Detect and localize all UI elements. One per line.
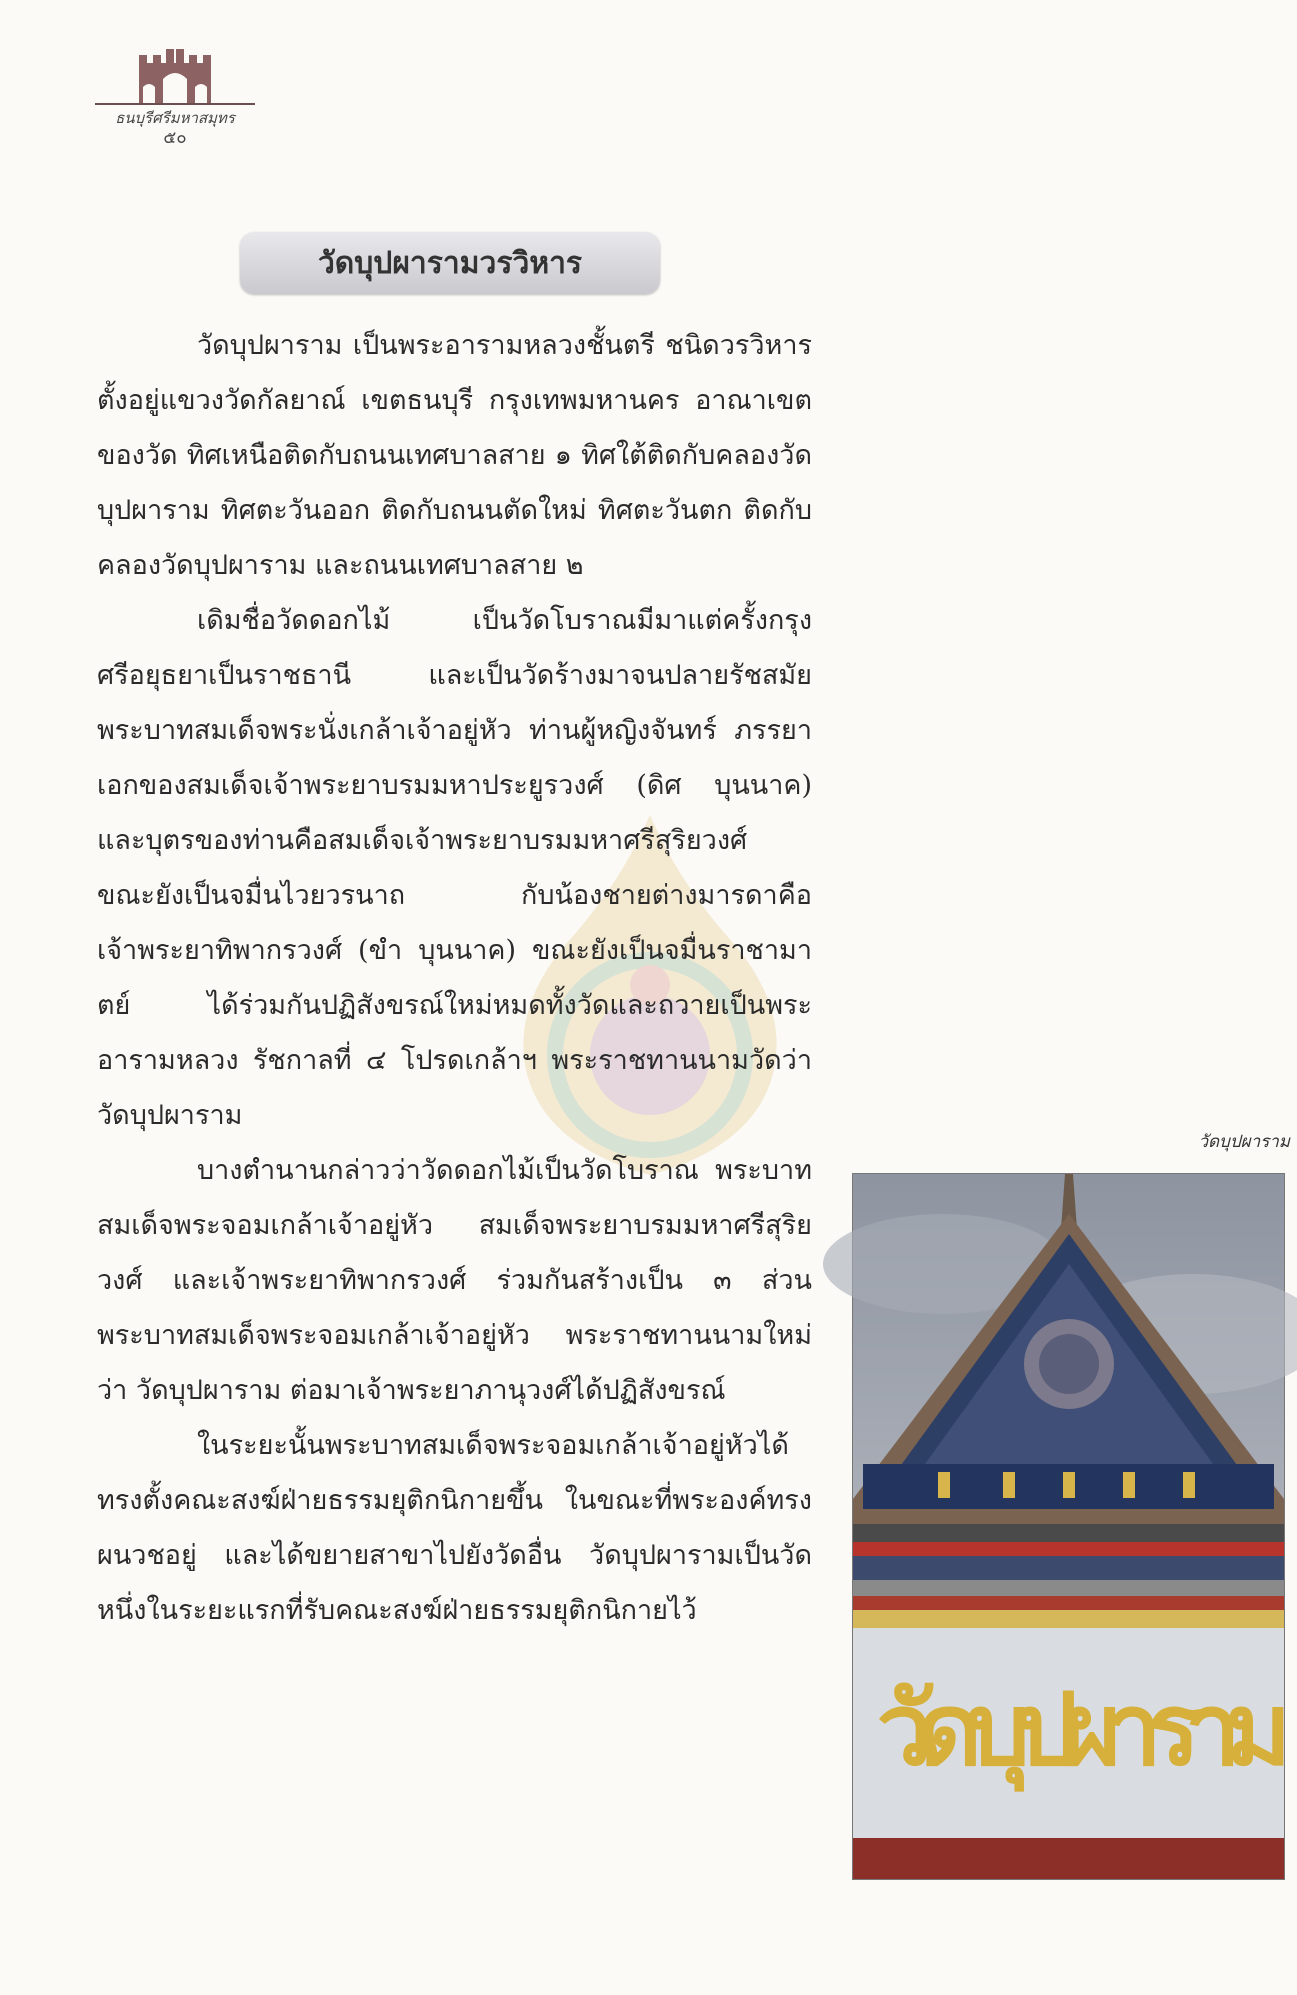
page-number: ๕๐ [163,128,187,148]
article-title-banner [240,232,660,294]
paragraph-3: บางตำนานกล่าวว่าวัดดอกไม้เป็นวัดโบราณ พระบาทสมเด็จพระจอมเกล้าเจ้าอยู่หัว สมเด็จพระยาบรมมหาศรีสุริยวงศ์ และเจ้าพระยาทิพากรวงศ์ ร่วมกันสร้างเป็น ๓ ส่วน พระบาทสมเด็จพระจอมเกล้าเจ้าอยู่หัว พระราชทานนามใหม่ว่า วัดบุปผาราม ต่อมาเจ้าพระยาภานุวงศ์ได้ปฏิสังขรณ์ [97,1155,812,1406]
paragraph-2: เดิมชื่อวัดดอกไม้ เป็นวัดโบราณมีมาแต่ครั้งกรุงศรีอยุธยาเป็นราชธานี และเป็นวัดร้างมาจนปลายรัชสมัยพระบาทสมเด็จพระนั่งเกล้าเจ้าอยู่หัว ท่านผู้หญิงจันทร์ ภรรยาเอกของสมเด็จเจ้าพระยาบรมมหาประยูรวงศ์ (ดิศ บุนนาค) และบุตรของท่านคือสมเด็จเจ้าพระยาบรมมหาศรีสุริยวงศ์ ขณะยังเป็นจมื่นไวยวรนาถ กับน้องชายต่างมารดาคือเจ้าพระยาทิพากรวงศ์ (ขำ บุนนาค) ขณะยังเป็นจมื่นราชามาตย์ ได้ร่วมกันปฏิสังขรณ์ใหม่หมดทั้งวัดและถวายเป็นพระอารามหลวง รัชกาลที่ ๔ โปรดเกล้าฯ พระราชทานนามวัดว่า วัดบุปผาราม [97,605,812,1131]
paragraph-1: วัดบุปผาราม เป็นพระอารามหลวงชั้นตรี ชนิดวรวิหาร ตั้งอยู่แขวงวัดกัลยาณ์ เขตธนบุรี กรุงเทพมหานคร อาณาเขตของวัด ทิศเหนือติดกับถนนเทศบาลสาย ๑ ทิศใต้ติดกับคลองวัดบุปผาราม ทิศตะวันออก ติดกับถนนตัดใหม่ ทิศตะวันตก ติดกับคลองวัดบุปผาราม และถนนเทศบาลสาย ๒ [97,330,812,581]
book-title: ธนบุรีศรีมหาสมุทร [115,109,235,127]
temple-sign-text: วัดบุปผาราม [876,1671,1292,1788]
article-body [97,318,812,1638]
temple-photo [852,1173,1292,1880]
temple-gable-image [853,1174,1292,1879]
article-title: วัดบุปผารามวรวิหาร [317,245,583,281]
photo-caption: วัดบุปผาราม [1198,1132,1290,1152]
page-header [95,45,255,149]
castle-gate-logo [135,45,215,103]
paragraph-4: ในระยะนั้นพระบาทสมเด็จพระจอมเกล้าเจ้าอยู่หัวได้ทรงตั้งคณะสงฆ์ฝ่ายธรรมยุติกนิกายขึ้น ในขณะที่พระองค์ทรงผนวชอยู่ และได้ขยายสาขาไปยังวัดอื่น วัดบุปผารามเป็นวัดหนึ่งในระยะแรกที่รับคณะสงฆ์ฝ่ายธรรมยุติกนิกายไว้ [97,1430,812,1626]
header-rule [95,103,255,105]
